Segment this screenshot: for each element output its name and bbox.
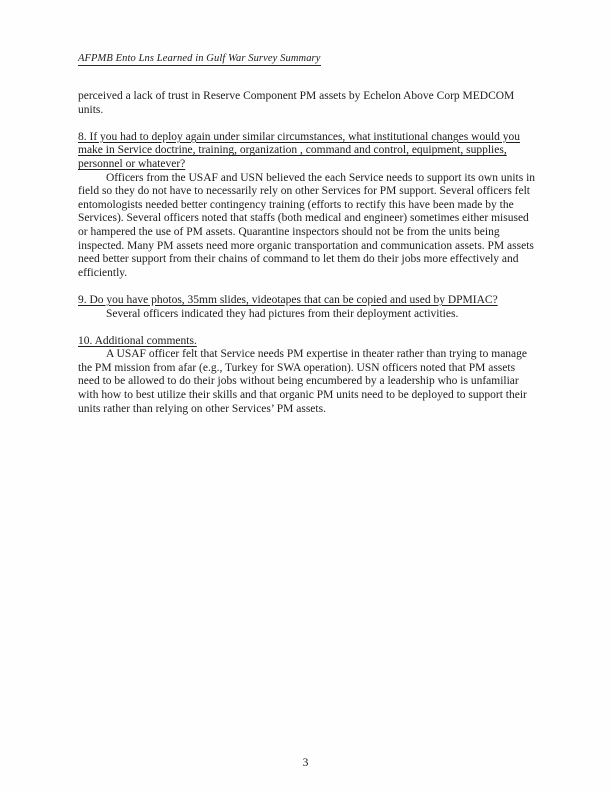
- section-9-heading: 9. Do you have photos, 35mm slides, videotapes that can be copied and used by DPMIAC?: [78, 293, 498, 306]
- section-10-heading: 10. Additional comments.: [78, 334, 197, 347]
- section-10-body: A USAF officer felt that Service needs PM expertise in theater rather than trying to manage the PM mission from afar (e.g., Turkey for SWA operation). USN officers noted that PM assets need to be allowed to do their jobs without being encumbered by a leadership who is unfamiliar with how to best utilize their skills and that organic PM units need to be deployed to support their units rather than relying on other Services’ PM assets.: [78, 348, 528, 415]
- section-9: [78, 294, 538, 321]
- section-8: [78, 131, 538, 281]
- continuation-paragraph: perceived a lack of trust in Reserve Component PM assets by Echelon Above Corp MEDCOM units.: [78, 90, 515, 116]
- section-10: [78, 335, 538, 417]
- document-header: AFPMB Ento Lns Learned in Gulf War Survey Summary: [78, 53, 321, 64]
- page-number: 3: [302, 757, 309, 769]
- section-8-heading: 8. If you had to deploy again under similar circumstances, what institutional changes would you make in Service doctrine, training, organization , command and control, equipment, supplies, personnel or whatever?: [78, 130, 521, 170]
- section-8-body: Officers from the USAF and USN believed the each Service needs to support its own units in field so they do not have to necessarily rely on other Services for PM support. Several officers felt entomologists needed better contingency training (efforts to rectify this have been made by the Services). Several officers noted that staffs (both medical and engineer) sometimes either misused or hampered the use of PM assets. Quarantine inspectors should not be from the units being inspected. Many PM assets need more organic transportation and communication assets. PM assets need better support from their chains of command to let them do their jobs more effectively and efficiently.: [78, 171, 536, 279]
- document-body: [78, 90, 538, 416]
- section-9-body: Several officers indicated they had pictures from their deployment activities.: [106, 307, 459, 320]
